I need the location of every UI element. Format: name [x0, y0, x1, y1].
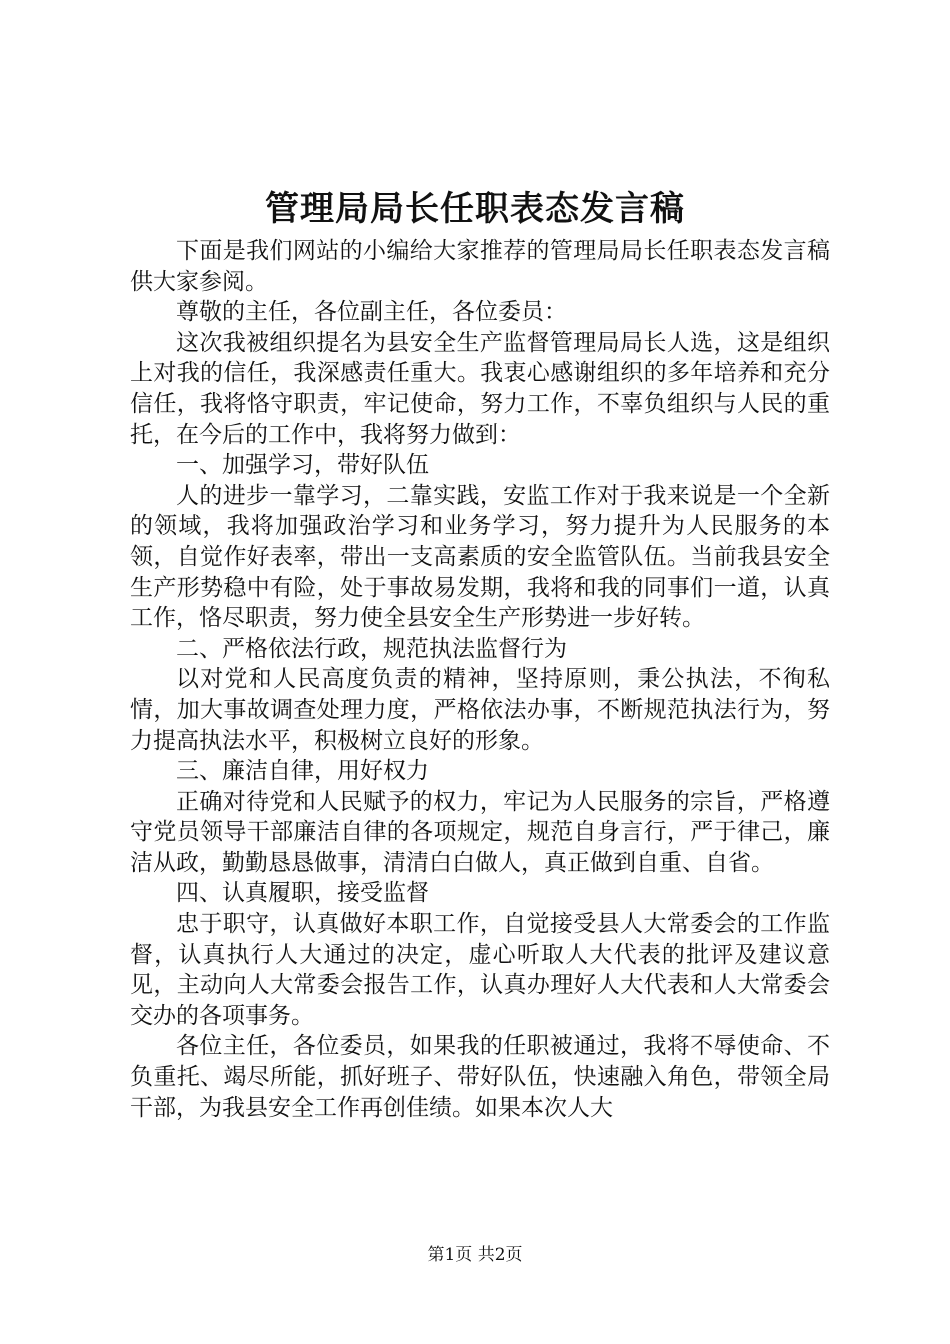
section-heading-1: 一、加强学习，带好队伍 — [176, 452, 429, 479]
closing-paragraph: 各位主任，各位委员，如果我的任职被通过，我将不辱使命、不负重托、竭尽所能，抓好班子、带好队伍，快速融入角色，带领全局干部，为我县安全工作再创佳绩。如果本次人大 — [130, 1033, 830, 1121]
opening-paragraph: 这次我被组织提名为县安全生产监督管理局局长人选，这是组织上对我的信任，我深感责任重大。我衷心感谢组织的多年培养和充分信任，我将恪守职责，牢记使命，努力工作，不辜负组织与人民的重托，在今后的工作中，我将努力做到： — [130, 329, 830, 448]
document-body — [130, 236, 830, 1123]
section-paragraph-2: 以对党和人民高度负责的精神，坚持原则，秉公执法，不徇私情，加大事故调查处理力度，严格依法办事，不断规范执法行为，努力提高执法水平，积极树立良好的形象。 — [130, 666, 830, 754]
section-paragraph-3: 正确对待党和人民赋予的权力，牢记为人民服务的宗旨，严格遵守党员领导干部廉洁自律的各项规定，规范自身言行，严于律己，廉洁从政，勤勤恳恳做事，清清白白做人，真正做到自重、自省。 — [130, 788, 830, 876]
intro-paragraph: 下面是我们网站的小编给大家推荐的管理局局长任职表态发言稿供大家参阅。 — [130, 238, 830, 295]
section-paragraph-4: 忠于职守，认真做好本职工作，自觉接受县人大常委会的工作监督，认真执行人大通过的决定，虚心听取人大代表的批评及建议意见，主动向人大常委会报告工作，认真办理好人大代表和人大常委会交办的各项事务。 — [130, 911, 830, 1029]
page-title: 管理局局长任职表态发言稿 — [265, 189, 685, 229]
salutation-paragraph: 尊敬的主任，各位副主任，各位委员： — [176, 299, 567, 326]
section-heading-2: 二、严格依法行政，规范执法监督行为 — [176, 635, 567, 662]
section-paragraph-1: 人的进步一靠学习，二靠实践，安监工作对于我来说是一个全新的领域，我将加强政治学习和业务学习，努力提升为人民服务的本领，自觉作好表率，带出一支高素质的安全监管队伍。当前我县安全生产形势稳中有险，处于事故易发期，我将和我的同事们一道，认真工作，恪尽职责，努力使全县安全生产形势进一步好转。 — [130, 482, 830, 632]
section-heading-3: 三、廉洁自律，用好权力 — [176, 758, 429, 785]
section-heading-4: 四、认真履职，接受监督 — [176, 880, 429, 907]
page-number-footer: 第1页 共2页 — [427, 1245, 523, 1265]
